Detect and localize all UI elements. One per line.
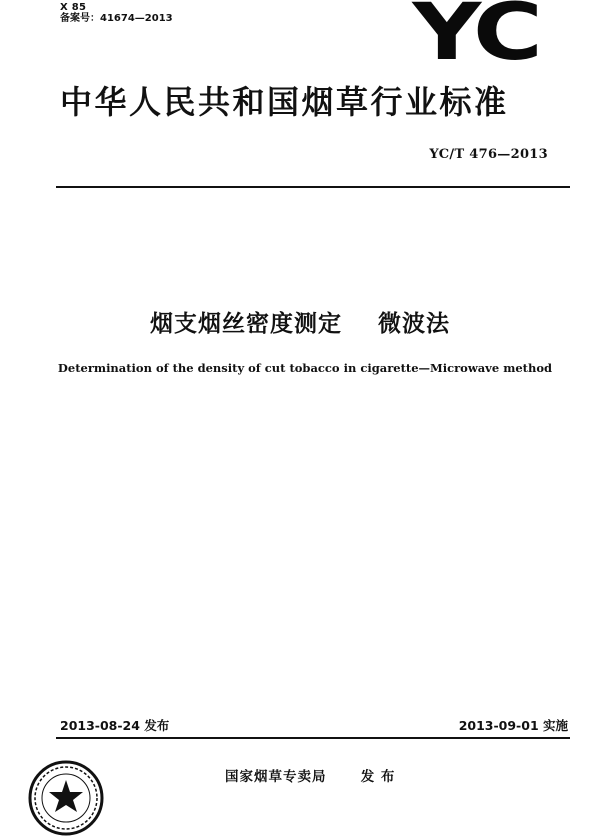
record-number: 备案号：41674—2013 <box>60 13 173 24</box>
standard-code: YC/T 476—2013 <box>429 147 548 162</box>
document-title-chinese: 烟支烟丝密度测定 微波法 <box>149 311 451 337</box>
standard-type-title: 中华人民共和国烟草行业标准 <box>60 83 509 121</box>
yc-logo: YC <box>412 0 538 78</box>
official-seal-icon <box>28 760 104 836</box>
issue-date: 2013-08-24 发布 <box>60 718 170 733</box>
document-title-english: Determination of the density of cut tobacco in cigarette—Microwave method <box>57 361 553 375</box>
header-divider <box>56 186 570 188</box>
ics-code: X 85 <box>60 2 87 13</box>
footer-divider <box>56 737 570 739</box>
implementation-date: 2013-09-01 实施 <box>458 718 568 733</box>
issuing-authority: 国家烟草专卖局 发 布 <box>225 769 396 785</box>
